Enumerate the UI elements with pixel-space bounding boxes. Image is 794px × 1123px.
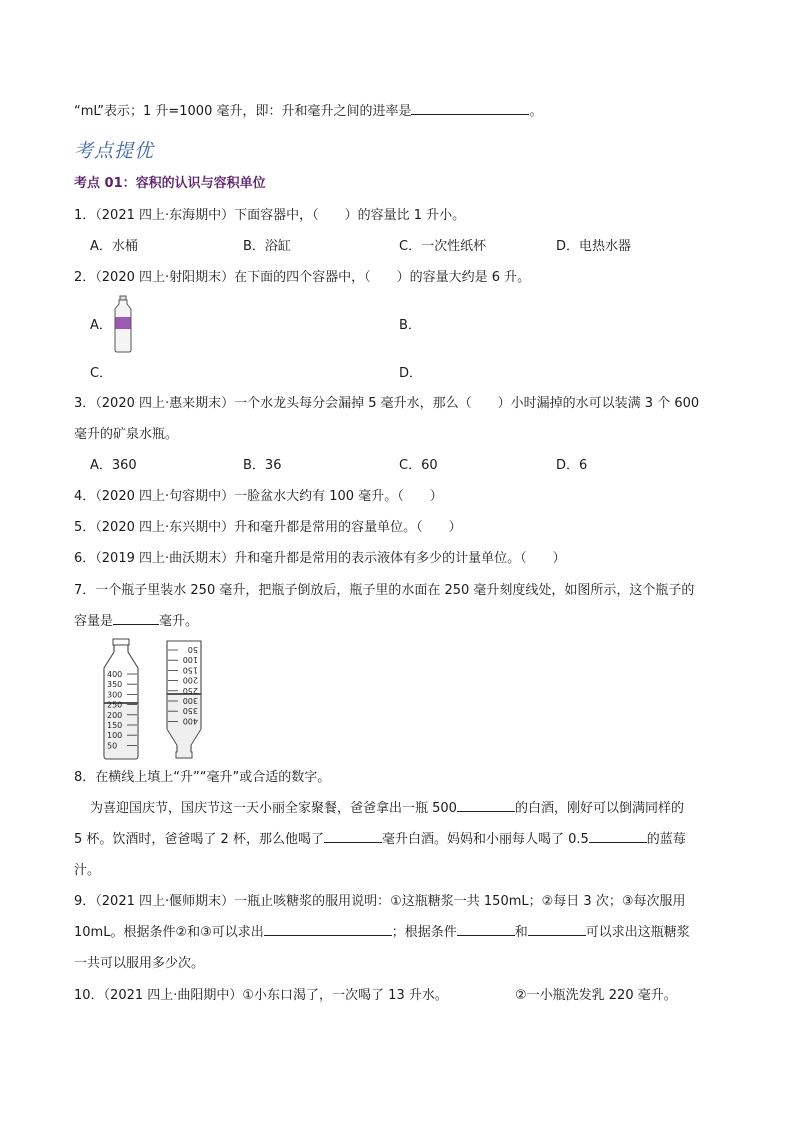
q9-blank-3[interactable] [528,923,586,936]
q7-line2: 容量是 毫升。 [74,614,199,629]
scale-label: 50 [107,741,118,751]
q4-stem: 4．（2020 四上·句容期中）一脸盆水大约有 100 毫升。（ ） [74,489,443,504]
measuring-bottle-icon [104,639,138,759]
q6-stem: 6．（2019 四上·曲沃期末）升和毫升都是常用的表示液体有多少的计量单位。（ ） [74,551,566,566]
scale-label: 200 [107,710,123,720]
q8-blank-2[interactable] [324,830,382,843]
q9-blank-1[interactable] [264,923,392,936]
q2-option-b[interactable]: B． [399,318,421,333]
scale-label: 150 [107,721,123,730]
q2-option-d[interactable]: D． [399,366,423,381]
q2-option-c[interactable]: C． [90,366,113,381]
q9-blank-2[interactable] [457,923,515,936]
scale-label: 50 [187,645,198,654]
q8-blank-1[interactable] [457,799,515,812]
q1-option-d[interactable]: D．电热水器 [556,239,632,254]
q8-line3: 汁。 [74,863,101,878]
scale-label: 250 [107,700,123,710]
q3-option-c[interactable]: C．60 [399,458,438,473]
q1-option-a[interactable]: A．水桶 [90,239,138,254]
q2-stem: 2．（2020 四上·射阳期末）在下面的四个容器中，（ ）的容量大约是 6 升。 [74,270,531,285]
q9-line2: 10mL。根据条件②和③可以求出 ；根据条件 和 可以求出这瓶糖浆 [74,925,690,940]
q8-line2: 5 杯。饮酒时，爸爸喝了 2 杯，那么他喝了 毫升白酒。妈妈和小丽每人喝了 0.5 的蓝莓 [74,832,686,847]
scale-label: 400 [107,670,123,679]
answer-blank[interactable] [411,102,529,115]
q1-option-b[interactable]: B．浴缸 [243,239,291,254]
intro-line: “mL”表示；1 升=1000 毫升，即：升和毫升之间的进率是 。 [74,104,543,119]
scale-label: 400 [182,716,198,726]
scale-label: 100 [107,731,123,741]
scale-label: 250 [182,685,198,695]
scale-label: 350 [107,680,123,690]
q9-line3: 一共可以服用多少次。 [74,956,205,971]
q3-option-b[interactable]: B．36 [243,458,282,473]
q1-option-c[interactable]: C．一次性纸杯 [399,239,487,254]
q1-stem: 1．（2021 四上·东海期中）下面容器中，（ ）的容量比 1 升小。 [74,208,466,223]
q5-stem: 5．（2020 四上·东兴期中）升和毫升都是常用的容量单位。（ ） [74,520,462,535]
scale-label: 150 [182,665,198,675]
q7-answer-blank[interactable] [113,612,159,625]
intro-text: “mL”表示；1 升=1000 毫升，即：升和毫升之间的进率是 [74,104,412,119]
bottles-figure [94,638,214,762]
scale-label: 350 [182,706,198,716]
scale-label: 200 [182,675,198,685]
q3-option-d[interactable]: D．6 [556,458,588,473]
q10-part1: 10．（2021 四上·曲阳期中）①小东口渴了，一次喝了 13 升水。 [74,988,448,1003]
section-title: 考点提优 [74,140,155,162]
q3-option-a[interactable]: A．360 [90,458,137,473]
scale-label: 300 [182,696,198,705]
q8-blank-3[interactable] [589,830,647,843]
q10-part2: ②一小瓶洗发乳 220 毫升。 [515,988,677,1003]
q8-stem: 8．在横线上填上“升”“毫升”或合适的数字。 [74,770,331,785]
q3-stem-line2: 毫升的矿泉水瓶。 [74,427,179,442]
q8-line1: 为喜迎国庆节，国庆节这一天小丽全家聚餐，爸爸拿出一瓶 500 的白酒，刚好可以倒满同样的 [90,801,684,816]
q3-stem-line1: 3．（2020 四上·惠来期末）一个水龙头每分会漏掉 5 毫升水，那么（ ）小时漏掉的水可以装满 3 个 600 [74,396,700,411]
scale-label: 100 [182,655,198,665]
scale-label: 300 [107,690,123,700]
water-bottle-icon [112,295,134,353]
q7-line1: 7．一个瓶子里装水 250 毫升，把瓶子倒放后，瓶子里的水面在 250 毫升刻度线处，如图所示，这个瓶子的 [74,583,695,598]
kaodian-title: 考点 01：容积的认识与容积单位 [74,176,266,191]
q9-line1: 9．（2021 四上·偃师期末）一瓶止咳糖浆的服用说明：①这瓶糖浆一共 150mL；②每日 3 次；③每次服用 [74,894,686,909]
inverted-bottle-icon [167,641,201,758]
q2-option-a[interactable]: A． [90,318,112,333]
